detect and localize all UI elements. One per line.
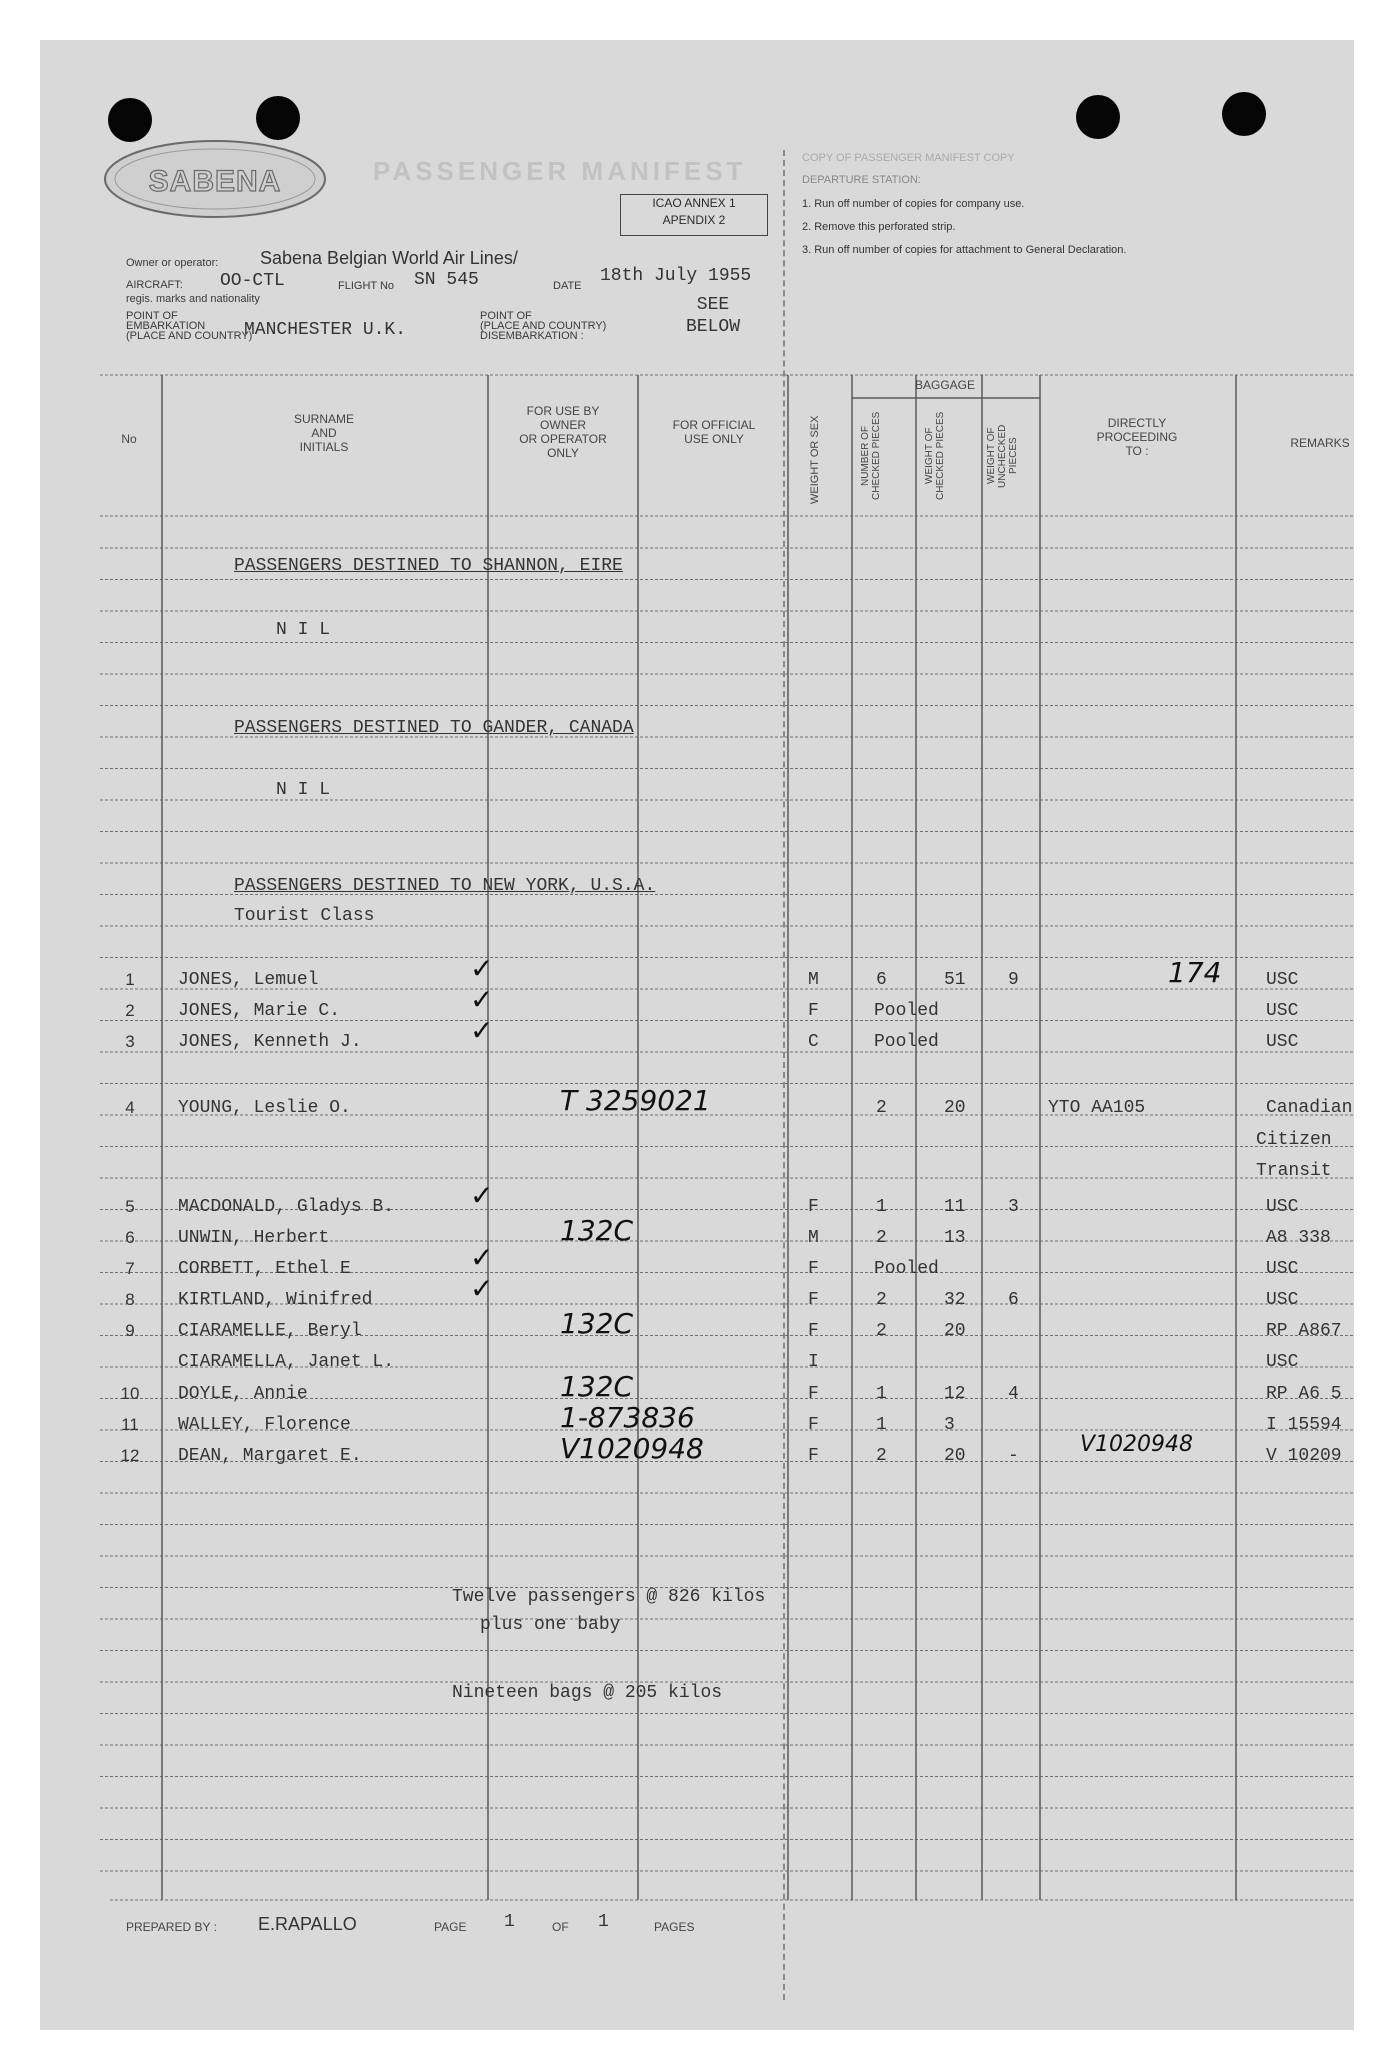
annex-line: APENDIX 2 <box>662 213 726 227</box>
aircraft-label: AIRCRAFT: <box>126 279 183 291</box>
passenger-remarks: USC <box>1266 970 1299 990</box>
passenger-official: 132C <box>560 1370 633 1403</box>
passenger-pieces: 1 <box>876 1384 887 1404</box>
passenger-pieces: 1 <box>876 1415 887 1435</box>
passenger-weight: 13 <box>944 1228 966 1248</box>
passenger-sex: I <box>808 1352 819 1372</box>
passenger-pieces: 2 <box>876 1290 887 1310</box>
passenger-no: 1 <box>125 970 135 989</box>
passenger-pieces: 2 <box>876 1321 887 1341</box>
col-official-use: FOR OFFICIAL USE ONLY <box>672 418 756 446</box>
passenger-official: V1020948 <box>560 1432 704 1465</box>
passenger-name: JONES, Marie C. <box>178 1001 341 1021</box>
col-unchecked-weight: WEIGHT OF UNCHECKED PIECES <box>986 424 1019 488</box>
section-shannon: PASSENGERS DESTINED TO SHANNON, EIRE <box>234 556 623 576</box>
passenger-official: 132C <box>560 1307 633 1340</box>
passenger-direct: 174 <box>1168 956 1222 989</box>
passenger-name: DOYLE, Annie <box>178 1384 308 1404</box>
shannon-nil: N I L <box>276 620 331 640</box>
owner-value: Sabena Belgian World Air Lines/ <box>260 248 518 268</box>
remarks-extra: Citizen <box>1256 1130 1332 1150</box>
embarkation-value: MANCHESTER U.K. <box>244 320 407 340</box>
passenger-remarks: Canadian <box>1266 1098 1353 1118</box>
passenger-name: KIRTLAND, Winifred <box>178 1290 373 1310</box>
col-no: No <box>121 432 137 446</box>
passenger-weight: 20 <box>944 1098 966 1118</box>
date-value: 18th July 1955 <box>600 266 752 286</box>
passenger-sex: F <box>808 1446 819 1466</box>
passenger-no: 2 <box>125 1001 135 1020</box>
passenger-sex: C <box>808 1032 819 1052</box>
passenger-pieces: 2 <box>876 1228 887 1248</box>
col-checked-pieces: NUMBER OF CHECKED PIECES <box>860 411 882 501</box>
gander-nil: N I L <box>276 780 331 800</box>
passenger-name: JONES, Lemuel <box>178 970 319 990</box>
page-label: PAGE <box>434 1920 467 1934</box>
total-baby: plus one baby <box>480 1615 621 1635</box>
passenger-weight: Pooled <box>874 1001 939 1021</box>
passenger-direct: V1020948 <box>1080 1432 1194 1457</box>
page-value: 1 <box>504 1912 515 1932</box>
departure-station-label: DEPARTURE STATION: <box>802 174 921 186</box>
passenger-sex: F <box>808 1321 819 1341</box>
passenger-name: CIARAMELLE, Beryl <box>178 1321 362 1341</box>
passenger-sex: F <box>808 1001 819 1021</box>
passenger-remarks: USC <box>1266 1197 1299 1217</box>
passenger-official: 132C <box>560 1214 633 1247</box>
passenger-no: 9 <box>125 1321 135 1340</box>
passenger-name: YOUNG, Leslie O. <box>178 1098 351 1118</box>
annex-line: ICAO ANNEX 1 <box>652 196 736 210</box>
check-mark-icon: ✓ <box>470 1179 494 1212</box>
instruction-line: 3. Run off number of copies for attachment to General Declaration. <box>802 244 1127 256</box>
passenger-no: 8 <box>125 1290 135 1309</box>
passenger-name: DEAN, Margaret E. <box>178 1446 362 1466</box>
disembarkation-value: SEE BELOW <box>686 295 741 337</box>
passenger-name: CIARAMELLA, Janet L. <box>178 1352 395 1372</box>
passenger-remarks: USC <box>1266 1259 1299 1279</box>
passenger-no: 3 <box>125 1032 135 1051</box>
date-label: DATE <box>553 280 582 292</box>
passenger-name: MACDONALD, Gladys B. <box>178 1197 395 1217</box>
passenger-weight: 51 <box>944 970 966 990</box>
passenger-no: 5 <box>125 1197 135 1216</box>
remarks-extra: Transit <box>1256 1161 1332 1181</box>
col-directly: DIRECTLY PROCEEDING TO : <box>1096 416 1178 458</box>
passenger-remarks: RP A6 5 <box>1266 1384 1342 1404</box>
passenger-weight: Pooled <box>874 1259 939 1279</box>
passenger-weight: 20 <box>944 1446 966 1466</box>
section-gander: PASSENGERS DESTINED TO GANDER, CANADA <box>234 718 634 738</box>
manifest-title: PASSENGER MANIFEST <box>373 156 747 186</box>
passenger-unchecked: 3 <box>1008 1197 1019 1217</box>
logo-text: SABENA <box>148 165 282 198</box>
passenger-sex: F <box>808 1197 819 1217</box>
passenger-sex: M <box>808 970 819 990</box>
passenger-weight: 32 <box>944 1290 966 1310</box>
embarkation-label: POINT OF EMBARKATION (PLACE AND COUNTRY) <box>126 310 253 342</box>
pages-label: PAGES <box>654 1920 695 1934</box>
prepared-by-label: PREPARED BY : <box>126 1920 217 1934</box>
check-mark-icon: ✓ <box>470 1241 494 1274</box>
passenger-pieces: 2 <box>876 1446 887 1466</box>
passenger-sex: F <box>808 1290 819 1310</box>
passenger-pieces: 6 <box>876 970 887 990</box>
passenger-no: 10 <box>120 1384 140 1403</box>
passenger-unchecked: 4 <box>1008 1384 1019 1404</box>
passenger-name: UNWIN, Herbert <box>178 1228 330 1248</box>
check-mark-icon: ✓ <box>470 983 494 1016</box>
prepared-by-value: E.RAPALLO <box>258 1914 357 1934</box>
section-newyork: PASSENGERS DESTINED TO NEW YORK, U.S.A. <box>234 876 656 896</box>
flight-label: FLIGHT No <box>338 280 395 292</box>
passenger-remarks: RP A867 <box>1266 1321 1342 1341</box>
col-baggage: BAGGAGE <box>914 378 976 392</box>
check-mark-icon: ✓ <box>470 952 494 985</box>
passenger-no: 4 <box>125 1098 135 1117</box>
passenger-sex: F <box>808 1415 819 1435</box>
passenger-no: 11 <box>121 1415 139 1434</box>
copy-header: COPY OF PASSENGER MANIFEST COPY <box>802 152 1015 164</box>
passenger-remarks: A8 338 <box>1266 1228 1331 1248</box>
passenger-remarks: V 10209 <box>1266 1446 1342 1466</box>
passenger-unchecked: - <box>1008 1446 1019 1466</box>
instruction-line: 1. Run off number of copies for company use. <box>802 198 1025 210</box>
passenger-remarks: USC <box>1266 1032 1299 1052</box>
passenger-weight: 12 <box>944 1384 966 1404</box>
col-checked-weight: WEIGHT OF CHECKED PIECES <box>924 411 946 501</box>
total-bags: Nineteen bags @ 205 kilos <box>452 1683 723 1703</box>
passenger-name: JONES, Kenneth J. <box>178 1032 362 1052</box>
passenger-weight: 3 <box>944 1415 955 1435</box>
aircraft-sub-label: regis. marks and nationality <box>126 293 260 305</box>
col-weight-sex: WEIGHT OR SEX <box>809 415 821 505</box>
passenger-sex: F <box>808 1259 819 1279</box>
passenger-pieces: 1 <box>876 1197 887 1217</box>
disembarkation-label: POINT OF (PLACE AND COUNTRY) DISEMBARKATION : <box>480 310 607 342</box>
col-owner-use: FOR USE BY OWNER OR OPERATOR ONLY <box>519 404 607 460</box>
passenger-remarks: USC <box>1266 1290 1299 1310</box>
passenger-name: WALLEY, Florence <box>178 1415 351 1435</box>
passenger-sex: F <box>808 1384 819 1404</box>
owner-label: Owner or operator: <box>126 257 219 269</box>
passenger-weight: 11 <box>944 1197 966 1217</box>
passenger-unchecked: 9 <box>1008 970 1019 990</box>
instruction-line: 2. Remove this perforated strip. <box>802 221 956 233</box>
flight-value: SN 545 <box>414 270 479 290</box>
passenger-unchecked: 6 <box>1008 1290 1019 1310</box>
aircraft-value: OO-CTL <box>220 271 285 291</box>
check-mark-icon: ✓ <box>470 1272 494 1305</box>
passenger-remarks: USC <box>1266 1352 1299 1372</box>
passenger-no: 12 <box>120 1446 140 1465</box>
class-label: Tourist Class <box>234 906 375 926</box>
passenger-remarks: USC <box>1266 1001 1299 1021</box>
passenger-pieces: 2 <box>876 1098 887 1118</box>
of-label: OF <box>552 1920 569 1934</box>
passenger-sex: M <box>808 1228 819 1248</box>
passenger-official: 1-873836 <box>560 1401 695 1434</box>
passenger-weight: Pooled <box>874 1032 939 1052</box>
passenger-no: 6 <box>125 1228 135 1247</box>
passenger-direct: YTO AA105 <box>1048 1098 1146 1118</box>
col-surname: SURNAME AND INITIALS <box>293 412 354 454</box>
check-mark-icon: ✓ <box>470 1014 494 1047</box>
passenger-no: 7 <box>125 1259 135 1278</box>
of-value: 1 <box>598 1912 609 1932</box>
col-remarks: REMARKS <box>1290 436 1350 450</box>
total-passengers: Twelve passengers @ 826 kilos <box>452 1587 766 1607</box>
passenger-official: T 3259021 <box>560 1084 711 1117</box>
passenger-remarks: I 15594 <box>1266 1415 1342 1435</box>
passenger-weight: 20 <box>944 1321 966 1341</box>
passenger-name: CORBETT, Ethel E <box>178 1259 351 1279</box>
